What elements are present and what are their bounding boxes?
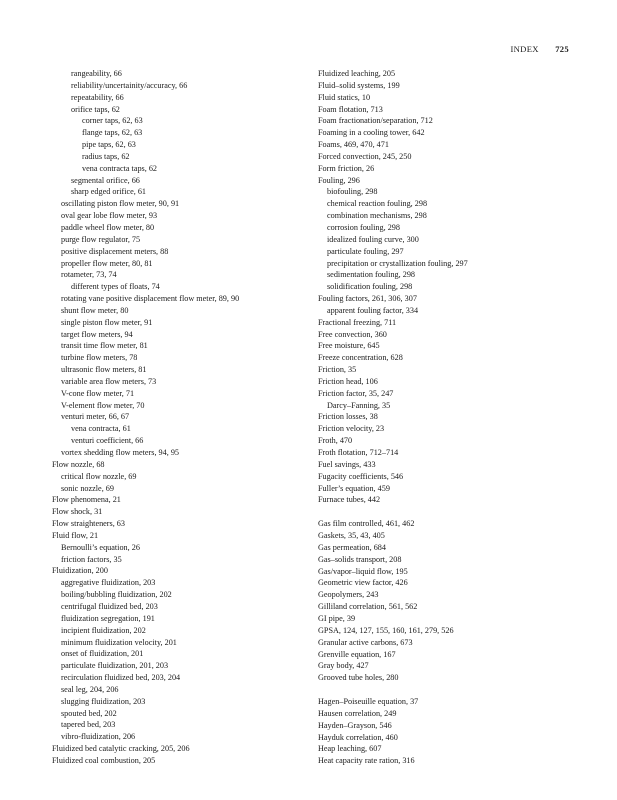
index-subentry: ultrasonic flow meters, 81 [61,365,147,375]
index-entry: Flow straighteners, 63 [52,519,125,529]
index-entry: Fugacity coefficients, 546 [318,471,404,481]
index-subentry: corner taps, 62, 63 [82,116,143,126]
index-subentry: rotating vane positive displacement flow meter, 89, 90 [61,294,240,304]
index-entry: Fouling factors, 261, 306, 307 [318,294,417,304]
index-subentry: radius taps, 62 [82,151,130,161]
running-header [511,44,569,54]
index-subentry: venturi meter, 66, 67 [61,412,130,422]
section-gap [318,684,578,696]
index-entry: Gaskets, 35, 43, 405 [318,531,385,541]
index-subentry: oscillating piston flow meter, 90, 91 [61,199,180,209]
index-subentry: propeller flow meter, 80, 81 [61,258,153,268]
index-entry: Free moisture, 645 [318,341,380,351]
index-entry: Fluid flow, 21 [52,530,99,540]
index-entry: Fractional freezing, 711 [318,317,397,327]
index-subentry: purge flow regulator, 75 [61,234,141,244]
index-subentry: friction factors, 35 [61,554,122,564]
index-entry: Foaming in a cooling tower, 642 [318,128,425,138]
index-entry: Froth flotation, 712–714 [318,448,399,457]
index-entry: Gas–solids transport, 208 [318,554,402,564]
index-entry: Friction factor, 35, 247 [318,388,394,398]
index-subentry: aggregative fluidization, 203 [61,578,156,588]
index-entry: Gas/vapor–liquid flow, 195 [318,566,408,576]
index-entry: Fluidized coal combustion, 205 [52,755,156,765]
index-entry: Forced convection, 245, 250 [318,151,412,161]
index-entry: Form friction, 26 [318,163,375,173]
index-subentry: positive displacement meters, 88 [61,246,169,256]
index-entry: Friction losses, 38 [318,412,378,422]
index-subentry: fluidization segregation, 191 [61,613,155,623]
index-entry: Flow nozzle, 68 [52,459,105,469]
index-entry: Flow shock, 31 [52,507,103,517]
index-subentry: segmental orifice, 66 [71,175,140,185]
index-subentry: paddle wheel flow meter, 80 [61,222,155,232]
index-subentry: vortex shedding flow meters, 94, 95 [61,448,180,457]
index-entry: Granular active carbons, 673 [318,637,413,647]
index-subentry: precipitation or crystallization fouling, 297 [327,258,468,268]
index-entry: Hausen correlation, 249 [318,708,397,718]
index-subentry: idealized fouling curve, 300 [327,234,419,244]
index-subentry: sedimentation fouling, 298 [327,270,416,280]
index-entry: Geopolymers, 243 [318,590,379,600]
index-entry: Foam fractionation/separation, 712 [318,116,433,126]
index-subentry: single piston flow meter, 91 [61,317,153,327]
section-gap [318,506,578,518]
index-subentry: biofouling, 298 [327,187,378,197]
index-subentry: centrifugal fluidized bed, 203 [61,601,158,611]
index-entry: Fuel savings, 433 [318,459,376,469]
index-entry: GPSA, 124, 127, 155, 160, 161, 279, 526 [318,625,454,635]
index-subentry: vena contracta, 61 [71,424,131,434]
index-subentry: apparent fouling factor, 334 [327,305,419,315]
index-entry: Fluidization, 200 [52,566,108,576]
index-subentry: sonic nozzle, 69 [61,483,114,493]
page-number: 725 [555,44,569,54]
index-entry: Heat capacity rate ration, 316 [318,756,415,766]
index-subentry: pipe taps, 62, 63 [82,140,136,150]
index-subentry: boiling/bubbling fluidization, 202 [61,590,172,600]
index-subentry: slugging fluidization, 203 [61,696,146,706]
index-subentry: reliability/uncertainity/accuracy, 66 [71,80,188,90]
index-entry: Furnace tubes, 442 [318,495,381,505]
index-subentry: vibro-fluidization, 206 [61,732,136,742]
index-entry: Friction velocity, 23 [318,424,385,434]
index-entry: Hayden–Grayson, 546 [318,720,392,730]
index-subentry: flange taps, 62, 63 [82,128,143,138]
index-entry: Froth, 470 [318,436,353,446]
index-subentry: particulate fluidization, 201, 203 [61,661,169,671]
index-subentry: corrosion fouling, 298 [327,222,400,232]
index-entry: Foams, 469, 470, 471 [318,140,389,150]
index-subentry: spouted bed, 202 [61,708,117,718]
index-entry: Gilliland correlation, 561, 562 [318,602,418,612]
index-subentry: vena contracta taps, 62 [82,163,158,173]
index-entry: Fuller’s equation, 459 [318,483,390,493]
index-subentry: Bernoulli’s equation, 26 [61,542,140,552]
index-subentry: critical flow nozzle, 69 [61,471,137,481]
index-subentry: onset of fluidization, 201 [61,649,144,659]
index-subentry: incipient fluidization, 202 [61,625,146,635]
index-subentry: minimum fluidization velocity, 201 [61,637,177,647]
index-entry: Gray body, 427 [318,661,369,671]
index-entry: GI pipe, 39 [318,613,356,623]
index-entry: Fluid–solid systems, 199 [318,80,400,90]
index-entry: Gas permeation, 684 [318,542,386,552]
index-entry: Grooved tube holes, 280 [318,673,399,683]
index-subentry: seal leg, 204, 206 [61,684,119,694]
index-subentry: venturi coefficient, 66 [71,436,144,446]
index-column-left [52,68,307,767]
index-subentry: rangeability, 66 [71,69,122,78]
index-column-right [318,68,578,767]
index-subentry: shunt flow meter, 80 [61,305,129,315]
index-subentry: orifice taps, 62 [71,104,120,114]
index-entry: Geometric view factor, 426 [318,578,408,588]
index-subentry: repeatability, 66 [71,92,124,102]
index-subentry: transit time flow meter, 81 [61,341,148,351]
index-entry: Friction, 35 [318,365,357,375]
index-entry: Fouling, 296 [318,175,360,185]
index-entry: Fluidized leaching, 205 [318,69,396,78]
index-entry: Friction head, 106 [318,376,378,386]
index-subentry: recirculation fluidized bed, 203, 204 [61,673,181,683]
index-entry: Gas film controlled, 461, 462 [318,519,415,529]
index-entry: Foam flotation, 713 [318,104,383,114]
index-subentry: target flow meters, 94 [61,329,133,339]
index-entry: Heap leaching, 607 [318,744,382,754]
index-subentry: combination mechanisms, 298 [327,211,427,221]
index-subentry: Darcy–Fanning, 35 [327,400,391,410]
index-subentry: turbine flow meters, 78 [61,353,138,363]
section-title: INDEX [510,44,539,54]
index-entry: Free convection, 360 [318,329,387,339]
index-subentry: chemical reaction fouling, 298 [327,199,428,209]
index-entry: Freeze concentration, 628 [318,353,403,363]
index-subentry: sharp edged orifice, 61 [71,187,147,197]
index-subentry: different types of floats, 74 [71,282,160,292]
index-entry: Hayduk correlation, 460 [318,732,398,742]
index-entry: Flow phenomena, 21 [52,495,121,505]
index-entry: Hagen–Poiseuille equation, 37 [318,697,419,707]
index-entry: Grenville equation, 167 [318,649,396,659]
index-entry: Fluid statics, 10 [318,92,371,102]
index-subentry: V-cone flow meter, 71 [61,388,135,398]
index-entry: Fluidized bed catalytic cracking, 205, 206 [52,744,190,754]
index-subentry: oval gear lobe flow meter, 93 [61,211,158,221]
index-subentry: solidification fouling, 298 [327,282,413,292]
index-subentry: rotameter, 73, 74 [61,270,117,280]
index-subentry: V-element flow meter, 70 [61,400,145,410]
index-subentry: variable area flow meters, 73 [61,376,157,386]
index-subentry: particulate fouling, 297 [327,246,404,256]
index-subentry: tapered bed, 203 [61,720,116,730]
